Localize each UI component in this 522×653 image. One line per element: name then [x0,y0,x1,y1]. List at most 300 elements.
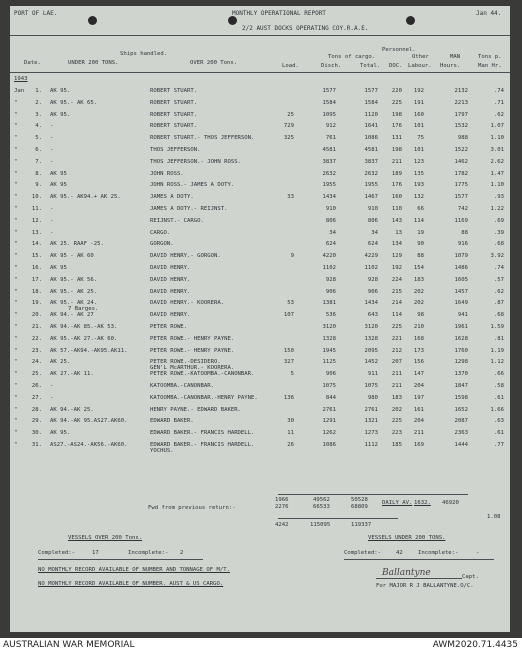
cell-under: AK 95 [50,170,67,177]
cell-disch: 806 [325,217,336,224]
cell-mon: " [14,182,18,189]
col-man: MAN [450,54,461,60]
over-completed-value: 17 [92,550,99,556]
cell-doc: 160 [391,194,402,201]
cell-disch: 910 [325,206,336,212]
cell-day: 29. [31,418,42,425]
cell-day: 8. [35,170,42,177]
table-row [10,145,510,156]
cell-doc: 183 [391,394,402,401]
cell-disch: 1955 [322,182,336,189]
cell-under: AK 94.-AK 95.AS27.AK60. [50,418,128,425]
note-cargo: NO MONTHLY RECORD AVAILABLE OF NUMBER. AUST & US CARGO. [38,581,224,587]
cell-doc: 225 [391,99,402,106]
cell-total: 4581 [364,147,378,153]
col-doc: DOC. [389,63,403,69]
cell-mon: " [14,371,18,378]
cell-mon: " [14,406,18,413]
cell-mon: " [14,394,18,401]
cell-mon: " [14,147,18,153]
cell-total: 911 [367,371,378,378]
cell-tpmh: .74 [493,265,504,271]
cell-hours: 88 [461,229,468,236]
cell-load: 729 [283,123,294,130]
cell-tpmh: .57 [493,276,504,283]
cell-total: 2761 [364,406,378,413]
cell-day: 27. [31,394,42,401]
cell-tpmh: .66 [493,371,504,378]
archive-name: AUSTRALIAN WAR MEMORIAL [3,640,135,650]
cell-total: 806 [367,217,378,224]
cell-under: AK 95 [50,265,67,271]
table-row [10,121,510,132]
table-row [10,263,510,274]
cell-over: ROBERT STUART. [150,88,198,94]
cell-under: - [50,206,54,212]
cell-total: 1321 [364,418,378,425]
cell-mon: " [14,312,18,319]
cell-load: 327 [283,359,294,366]
archive-reference: AWM2020.71.4435 [432,640,518,650]
cell-day: 3. [35,111,42,118]
cell-under: AK 95 - AK 60 [50,253,94,260]
cell-over: GORGON. [150,241,174,248]
table-row [10,86,510,97]
under-completed-label: Completed:- [344,550,382,556]
cell-labour: 202 [413,300,424,307]
totals-divider [278,494,468,495]
cell-over: JOHN ROSS.- JAMES A DOTY. [150,182,235,189]
table-row [10,192,510,203]
cell-over: PETER ROWE.-DESIDERO. [150,359,221,366]
cell-doc: 223 [391,430,402,437]
cell-total: 2095 [364,347,378,354]
hours-total: 46920 [442,500,459,506]
table-row [10,169,510,180]
table-row [10,393,510,404]
cell-labour: 204 [413,383,424,389]
cell-over: KATOOMBA.-CANONBAR.-HENRY PAYNE. [150,394,258,401]
cell-tpmh: .63 [493,418,504,425]
cell-mon: " [14,135,18,142]
port-label: PORT OF LAE. [14,10,58,17]
cell-tpmh: 1.12 [490,359,504,366]
over-completed-label: Completed:- [38,550,76,556]
cell-doc: 134 [391,241,402,248]
col-total: Total. [360,63,381,69]
cell-over: PETER ROWE.-KATOOMBA.-CANONBAR. [150,371,255,378]
cell-day: 4. [35,123,42,130]
cell-hours: 2087 [454,418,468,425]
cell-tpmh: 1.66 [490,406,504,413]
cell-labour: 147 [413,371,424,378]
over-incomplete-label: Incomplete:- [128,550,169,556]
report-title: MONTHLY OPERATIONAL REPORT [232,10,326,17]
cell-day: 16. [31,265,42,271]
cell-labour: 156 [413,359,424,366]
cell-total: 4229 [364,253,378,260]
cell-doc: 143 [391,217,402,224]
cell-labour: 197 [413,394,424,401]
cell-load: 9 [290,253,294,260]
cell-disch: 2761 [322,406,336,413]
cell-over: PETER ROWE. [150,324,188,330]
divider [10,35,510,36]
table-row [10,110,510,121]
cell-disch: 761 [325,135,336,142]
cell-doc: 198 [391,111,402,118]
table-row [10,298,510,313]
over-200-title: VESSELS OVER 200 Tons. [68,535,143,541]
cell-hours: 1649 [454,300,468,307]
cell-mon: " [14,324,18,330]
capt-label: Capt. [462,574,479,580]
cell-disch: 1262 [322,430,336,437]
cell-hours: 988 [457,135,468,142]
cell-under: AK 94.-AK 85.-AK 53. [50,324,118,330]
cell-disch: 1086 [322,442,336,448]
cell-labour: 168 [413,335,424,342]
cell-under: - [50,123,54,130]
cell-mon: " [14,265,18,271]
cell-labour: 75 [417,135,424,142]
signature: Ballantyne [382,568,431,578]
cell-tpmh: 1.59 [490,324,504,330]
cell-over: CARGO. [150,229,171,236]
table-row [10,416,510,427]
cell-load: 150 [283,347,294,354]
cell-day: 28. [31,406,42,413]
cell-total: 3120 [364,324,378,330]
cell-tpmh: .68 [493,241,504,248]
col-man-hr: Man Hr. [478,63,502,69]
cell-total: 643 [367,312,378,319]
punch-hole-icon [88,16,97,25]
cell-under: AK 94.- AK 27 [50,312,94,319]
cell-total: 1584 [364,99,378,106]
cell-total: 1112 [364,442,378,448]
cell-labour: 183 [413,276,424,283]
cell-over: EDWARD BAKER.- FRANCIS HARDELL. [150,442,255,448]
col-over-200: OVER 200 Tons. [190,60,238,66]
cell-disch: 4220 [322,253,336,260]
cell-over: DAVID HENRY. [150,265,191,271]
cell-tpmh: .69 [493,217,504,224]
cell-over: DAVID HENRY.- GORGON. [150,253,221,260]
cell-hours: 2363 [454,430,468,437]
cell-over: PETER ROWE.- HENRY PAYNE. [150,347,235,354]
cell-labour: 98 [417,312,424,319]
cell-day: 12. [31,217,42,224]
cell-day: 13. [31,229,42,236]
cell-mon: " [14,99,18,106]
cell-hours: 1797 [454,111,468,118]
cell-disch: 3120 [322,324,336,330]
cell-under: AK 27.-AK 11. [50,371,94,378]
cell-tpmh: 2.62 [490,158,504,165]
total-disch-top: 49562 [313,497,330,503]
cell-doc: 13 [395,229,402,236]
cell-tpmh: 1.47 [490,170,504,177]
cell-labour: 173 [413,347,424,354]
cell-doc: 211 [391,371,402,378]
cell-doc: 110 [391,206,402,212]
cell-labour: 191 [413,99,424,106]
cell-hours: 2213 [454,99,468,106]
report-month: Jan 44. [476,10,502,17]
cell-total: 1434 [364,300,378,307]
table-row [10,204,510,215]
cell-total: 1102 [364,265,378,271]
cell-doc: 221 [391,335,402,342]
cell-doc: 211 [391,158,402,165]
table-row [10,381,510,392]
daily-average-label: DAILY AV. [382,500,413,506]
cell-disch: 906 [325,288,336,295]
year-label: 1943 [14,76,28,82]
over-incomplete-value: 2 [180,550,184,556]
cell-over: THOS JEFFERSON.- JOHN ROSS. [150,158,241,165]
cell-day: 22. [31,335,42,342]
cell-day: 24. [31,359,42,366]
cell-hours: 1532 [454,123,468,130]
cell-mon: " [14,241,18,248]
table-row [10,275,510,286]
col-personnel: Personnel. [382,47,416,53]
divider [344,559,494,560]
cell-under: AK 95. [50,88,71,94]
cell-tpmh: 1.22 [490,206,504,212]
cell-over: REIJNST.- CARGO. [150,217,204,224]
cell-tpmh: .71 [493,99,504,106]
cell-hours: 1628 [454,335,468,342]
cell-under: - [50,394,54,401]
cell-labour: 204 [413,418,424,425]
cell-total: 1328 [364,335,378,342]
col-other: Other [412,54,429,60]
cell-day: 5. [35,135,42,142]
cell-load: 325 [283,135,294,142]
cell-hours: 1577 [454,194,468,201]
cell-doc: 131 [391,135,402,142]
col-tons-p: Tons p. [478,54,502,60]
cell-under: AK 95. [50,430,71,437]
cell-tpmh: .58 [493,383,504,389]
cell-hours: 1598 [454,394,468,401]
cell-over: THOS JEFFERSON. [150,147,201,153]
cell-total: 34 [371,229,378,236]
signature-line [376,578,462,579]
cell-under: AK 95.- AK94.+ AK 25. [50,194,121,201]
report-sheet [10,6,510,632]
cell-tpmh: .74 [493,88,504,94]
cell-total: 980 [367,394,378,401]
col-date: Date. [24,60,41,66]
table-row [10,216,510,227]
cell-total: 906 [367,288,378,295]
punch-hole-icon [406,16,415,25]
divider [38,559,203,560]
cell-labour: 160 [413,111,424,118]
cell-day: 1. [35,88,42,94]
table-row [10,133,510,144]
cell-hours: 1486 [454,265,468,271]
unit-subtitle: 2/2 AUST DOCKS OPERATING COY.R.A.E. [242,25,369,32]
cell-day: 15. [31,253,42,260]
table-row [10,405,510,416]
cell-total: 1955 [364,182,378,189]
cell-over: DAVID HENRY. [150,312,191,319]
cell-hours: 1444 [454,442,468,448]
cell-hours: 1370 [454,371,468,378]
cell-mon: " [14,430,18,437]
cell-over: JAMES A DOTY.- REIJNST. [150,206,228,212]
cell-tpmh: 3.92 [490,253,504,260]
cell-over: DAVID HENRY. [150,276,191,283]
cell-hours: 1462 [454,158,468,165]
cell-disch: 1102 [322,265,336,271]
cell-load: 30 [287,418,294,425]
cell-under: AK 95.- AK 65. [50,99,98,106]
cell-tpmh: .93 [493,194,504,201]
cell-disch: 536 [325,312,336,319]
totals-divider [278,518,398,519]
cell-labour: 123 [413,158,424,165]
cell-under: AK 25. [50,359,71,366]
cell-over: ROBERT STUART. [150,111,198,118]
cell-over: DAVID HENRY.- KOORERA. [150,300,225,307]
cell-tpmh: 1.19 [490,347,504,354]
cell-over: HENRY PAYNE.- EDWARD BAKER. [150,406,241,413]
cell-hours: 1169 [454,217,468,224]
cell-disch: 1584 [322,99,336,106]
cell-disch: 1125 [322,359,336,366]
cell-tpmh: .39 [493,229,504,236]
cell-over: ROBERT STUART. [150,99,198,106]
cell-over: JAMES A DOTY. [150,194,194,201]
cell-doc: 176 [391,182,402,189]
cell-mon: " [14,288,18,295]
cell-total: 2632 [364,170,378,177]
tpmh-total: 1.08 [487,514,501,520]
cell-load: 136 [283,394,294,401]
cell-total: 624 [367,241,378,248]
table-row [10,180,510,191]
cell-hours: 1652 [454,406,468,413]
cell-hours: 742 [457,206,468,212]
for-officer-line: For MAJOR R J BALLANTYNE.O/C. [376,583,474,589]
cell-disch: 1075 [322,383,336,389]
cell-day: 19. [31,300,42,307]
cell-under: AS27.-AS24.-AK56.-AK60. [50,442,128,448]
forward-label: Fwd from previous return:- [148,505,236,511]
cell-total: 1467 [364,194,378,201]
cell-doc: 176 [391,123,402,130]
cell-tpmh: 1.07 [490,123,504,130]
cell-disch: 1328 [322,335,336,342]
cell-doc: 225 [391,324,402,330]
cell-over: ROBERT STUART. [150,123,198,130]
under-incomplete-label: Incomplete:- [418,550,459,556]
cell-day: 23. [31,347,42,354]
cell-doc: 129 [391,253,402,260]
cell-mon: Jan [14,88,25,94]
cell-disch: 928 [325,276,336,283]
cell-day: 9. [35,182,42,189]
cell-day: 7. [35,158,42,165]
cell-total: 1452 [364,359,378,366]
cell-over: EDWARD BAKER. [150,418,194,425]
cell-total: 3837 [364,158,378,165]
cell-tpmh: .61 [493,430,504,437]
cell-doc: 207 [391,359,402,366]
table-row [10,346,510,357]
total-load-top: 1966 [275,497,289,503]
table-row [10,334,510,345]
table-row [10,251,510,262]
note-mt: NO MONTHLY RECORD AVAILABLE OF NUMBER AND TONNAGE OF M/T. [38,567,230,573]
cell-under: AK 95.- AK 24. [50,300,98,307]
table-row [10,98,510,109]
cell-disch: 1095 [322,111,336,118]
cell-doc: 212 [391,347,402,354]
cell-day: 20. [31,312,42,319]
cell-hours: 1847 [454,383,468,389]
cell-day: 10. [31,194,42,201]
col-ships-handled: Ships handled. [120,51,168,57]
cell-disch: 1945 [322,347,336,354]
cell-disch: 906 [325,371,336,378]
cell-mon: " [14,253,18,260]
cell-hours: 1782 [454,170,468,177]
cell-hours: 941 [457,312,468,319]
col-under-200: UNDER 200 TONS. [68,60,119,66]
table-row [10,157,510,168]
cell-under: - [50,147,54,153]
cell-mon: " [14,170,18,177]
cell-disch: 34 [329,229,336,236]
cell-labour: 114 [413,217,424,224]
table-row [10,239,510,250]
cell-day: 30. [31,430,42,437]
cell-doc: 211 [391,383,402,389]
cell-under: AK 94.-AK 25. [50,406,94,413]
cell-tpmh: .61 [493,394,504,401]
cell-under: AK 95.-AK 27.-AK 60. [50,335,118,342]
cell-day: 26. [31,383,42,389]
cell-over: KATOOMBA.-CANONBAR. [150,383,214,389]
cell-labour: 210 [413,324,424,330]
cell-total: 1075 [364,383,378,389]
cell-doc: 192 [391,265,402,271]
cell-hours: 1457 [454,288,468,295]
cell-labour: 211 [413,430,424,437]
cell-doc: 224 [391,276,402,283]
cell-doc: 225 [391,418,402,425]
cell-day: 11. [31,206,42,212]
total-total-top: 50528 [351,497,368,503]
col-labour: Labour. [408,63,432,69]
table-row [10,287,510,298]
under-incomplete-value: - [476,550,480,556]
cell-under: - [50,383,54,389]
cell-disch: 1291 [322,418,336,425]
cell-mon: " [14,194,18,201]
cell-under: - [50,217,54,224]
cell-labour: 135 [413,170,424,177]
archive-footer [0,638,522,653]
table-row [10,310,510,321]
